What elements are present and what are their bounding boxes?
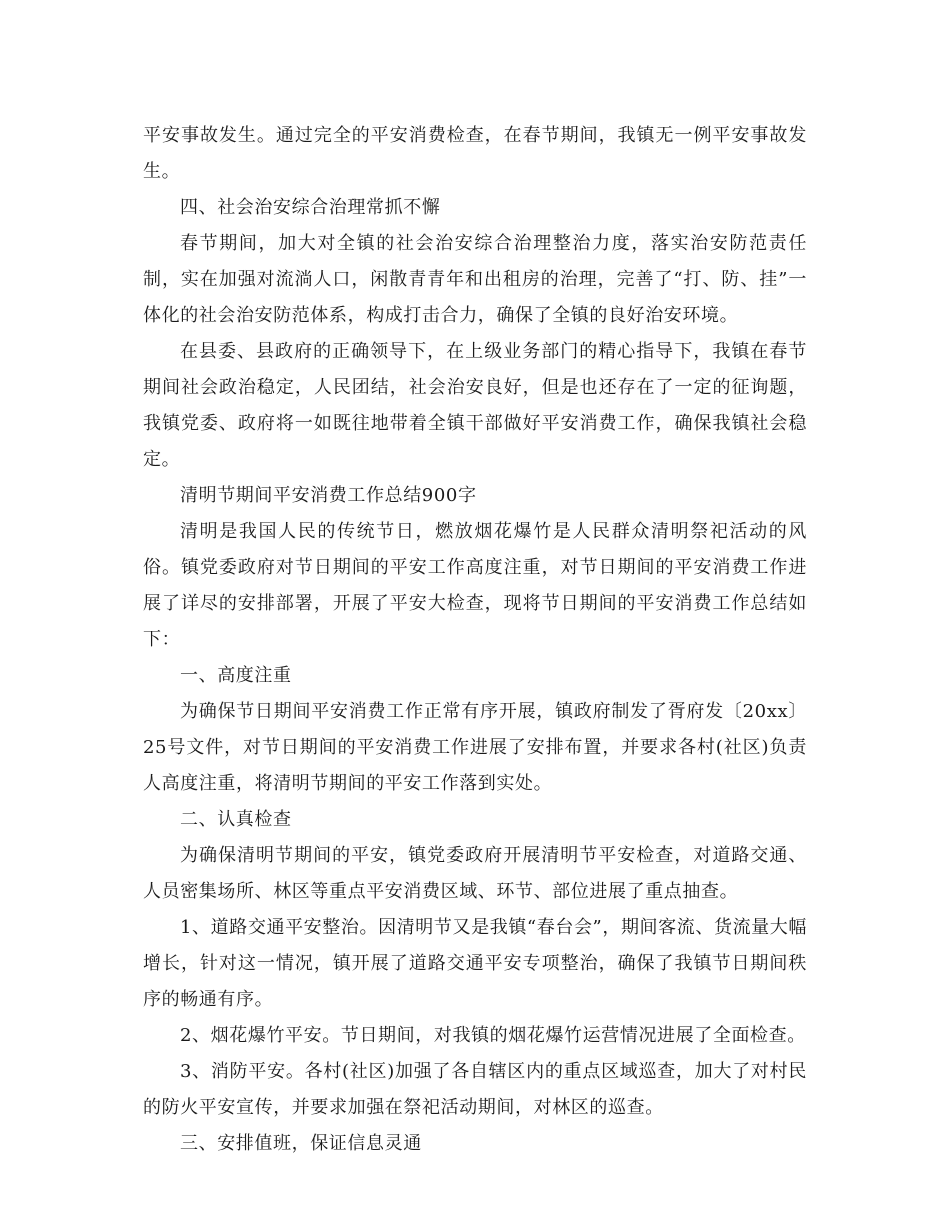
document-title: 清明节期间平安消费工作总结900字 <box>180 485 477 506</box>
list-item: 1、道路交通平安整治。因清明节又是我镇“春台会”，期间客流、货流量大幅增长，针对这一情况，镇开展了道路交通平安专项整治，确保了我镇节日期间秩序的畅通有序。 <box>143 917 807 1010</box>
list-item: 2、烟花爆竹平安。节日期间，对我镇的烟花爆竹运营情况进展了全面检查。 <box>180 1025 806 1046</box>
paragraph: 为确保节日期间平安消费工作正常有序开展，镇政府制发了胥府发〔20xx〕25号文件，对节日期间的平安消费工作进展了安排布置，并要求各村(社区)负责人高度注重，将清明节期间的平安工作落到实处。 <box>143 701 807 794</box>
list-item: 3、消防平安。各村(社区)加强了各自辖区内的重点区域巡查，加大了对村民的防火平安宣传，并要求加强在祭祀活动期间，对林区的巡查。 <box>143 1061 807 1118</box>
section-heading: 一、高度注重 <box>180 665 292 686</box>
section-heading: 四、社会治安综合治理常抓不懈 <box>180 197 441 218</box>
paragraph: 清明是我国人民的传统节日，燃放烟花爆竹是人民群众清明祭祀活动的风俗。镇党委政府对节日期间的平安工作高度注重，对节日期间的平安消费工作进展了详尽的安排部署，开展了平安大检查，现将节日期间的平安消费工作总结如下： <box>143 521 807 650</box>
paragraph: 在县委、县政府的正确领导下，在上级业务部门的精心指导下，我镇在春节期间社会政治稳定，人民团结，社会治安良好，但是也还存在了一定的征询题，我镇党委、政府将一如既往地带着全镇干部做好平安消费工作，确保我镇社会稳定。 <box>143 341 807 470</box>
document-body <box>143 118 807 1162</box>
paragraph: 平安事故发生。通过完全的平安消费检查，在春节期间，我镇无一例平安事故发生。 <box>143 125 807 182</box>
section-heading: 二、认真检查 <box>180 809 292 830</box>
paragraph: 春节期间，加大对全镇的社会治安综合治理整治力度，落实治安防范责任制，实在加强对流淌人口，闲散青青年和出租房的治理，完善了“打、防、挂”一体化的社会治安防范体系，构成打击合力，确保了全镇的良好治安环境。 <box>143 233 807 326</box>
paragraph: 为确保清明节期间的平安，镇党委政府开展清明节平安检查，对道路交通、人员密集场所、林区等重点平安消费区域、环节、部位进展了重点抽查。 <box>143 845 807 902</box>
section-heading: 三、安排值班，保证信息灵通 <box>180 1133 422 1154</box>
